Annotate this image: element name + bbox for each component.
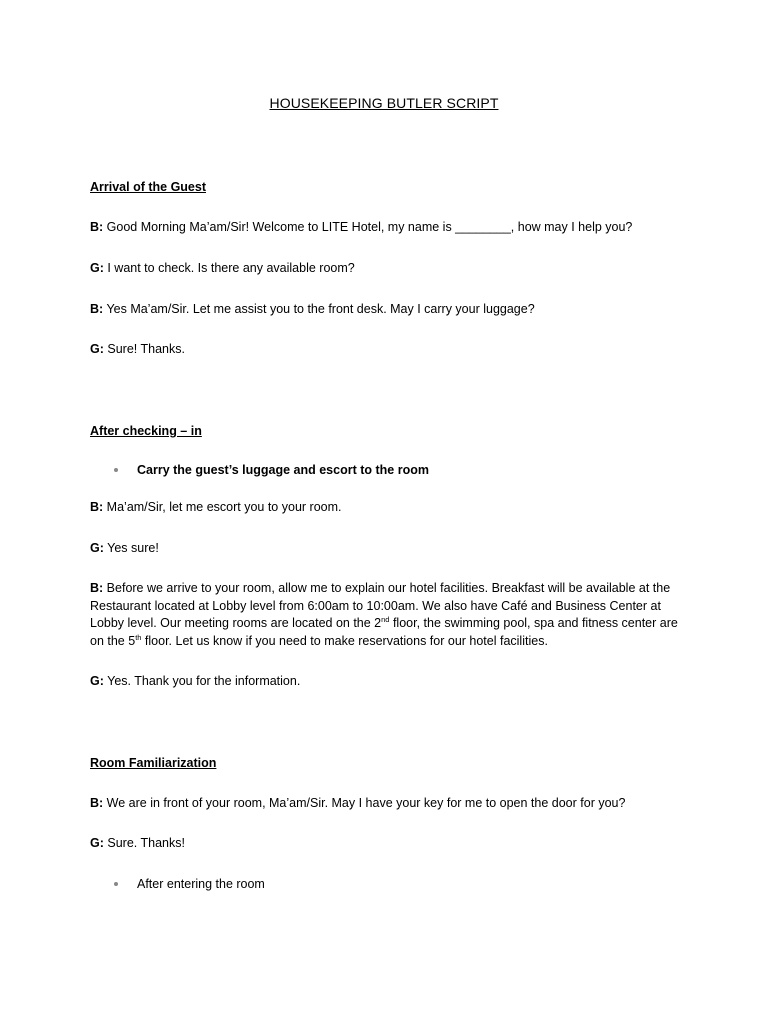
dialogue-line — [90, 673, 680, 691]
dialogue-line — [90, 540, 680, 558]
speaker-label: G: — [90, 836, 104, 850]
dialogue-line — [90, 260, 680, 278]
dialogue-line — [90, 341, 680, 359]
dialogue-text: Yes. Thank you for the information. — [103, 674, 301, 688]
dialogue-text: I want to check. Is there any available room? — [103, 261, 355, 275]
bullet-icon — [114, 468, 118, 472]
dialogue-line — [90, 499, 680, 517]
speaker-label: G: — [90, 261, 104, 275]
speaker-label: B: — [90, 796, 104, 810]
ordinal-suffix: th — [135, 632, 142, 642]
dialogue-text: We are in front of your room, Ma’am/Sir. May I have your key for me to open the door for you? — [103, 796, 626, 810]
dialogue-text: Ma’am/Sir, let me escort you to your room. — [103, 500, 342, 514]
speaker-label: G: — [90, 342, 104, 356]
dialogue-line — [90, 219, 680, 237]
bullet-text: After entering the room — [137, 877, 265, 891]
speaker-label: B: — [90, 500, 104, 514]
dialogue-text: Before we arrive to your room, allow me to explain our hotel facilities. Breakfast will be available at the Restaurant located at Lobby level from 6:00am to 10:00am. We also have Café and Business Center at Lobby level. Our meeting rooms are located on the 2 — [90, 581, 671, 630]
dialogue-text: floor. Let us know if you need to make reservations for our hotel facilities. — [141, 633, 548, 648]
bullet-item — [112, 463, 672, 477]
dialogue-line — [90, 301, 680, 319]
dialogue-text: floor, the swimming pool, spa and fitness center are on the 5 — [90, 616, 678, 648]
section-heading-arrival: Arrival of the Guest — [90, 180, 206, 194]
dialogue-line — [90, 795, 680, 813]
speaker-label: B: — [90, 302, 104, 316]
dialogue-text: Yes Ma’am/Sir. Let me assist you to the front desk. May I carry your luggage? — [103, 302, 535, 316]
section-heading-room-familiarization: Room Familiarization — [90, 756, 217, 770]
ordinal-suffix: nd — [381, 614, 390, 624]
dialogue-text: Yes sure! — [103, 541, 159, 555]
dialogue-text: Good Morning Ma’am/Sir! Welcome to LITE Hotel, my name is ________, how may I help you? — [103, 220, 633, 234]
speaker-label: G: — [90, 674, 104, 688]
section-heading-after-checking-in: After checking – in — [90, 424, 202, 438]
bullet-icon — [114, 882, 118, 886]
speaker-label: B: — [90, 581, 104, 595]
speaker-label: G: — [90, 541, 104, 555]
document-title: HOUSEKEEPING BUTLER SCRIPT — [269, 95, 499, 111]
dialogue-text: Sure. Thanks! — [103, 836, 185, 850]
bullet-item — [112, 877, 672, 891]
dialogue-paragraph — [90, 580, 680, 650]
dialogue-line — [90, 835, 680, 853]
bullet-text: Carry the guest’s luggage and escort to the room — [137, 463, 429, 477]
speaker-label: B: — [90, 220, 104, 234]
dialogue-text: Sure! Thanks. — [103, 342, 185, 356]
